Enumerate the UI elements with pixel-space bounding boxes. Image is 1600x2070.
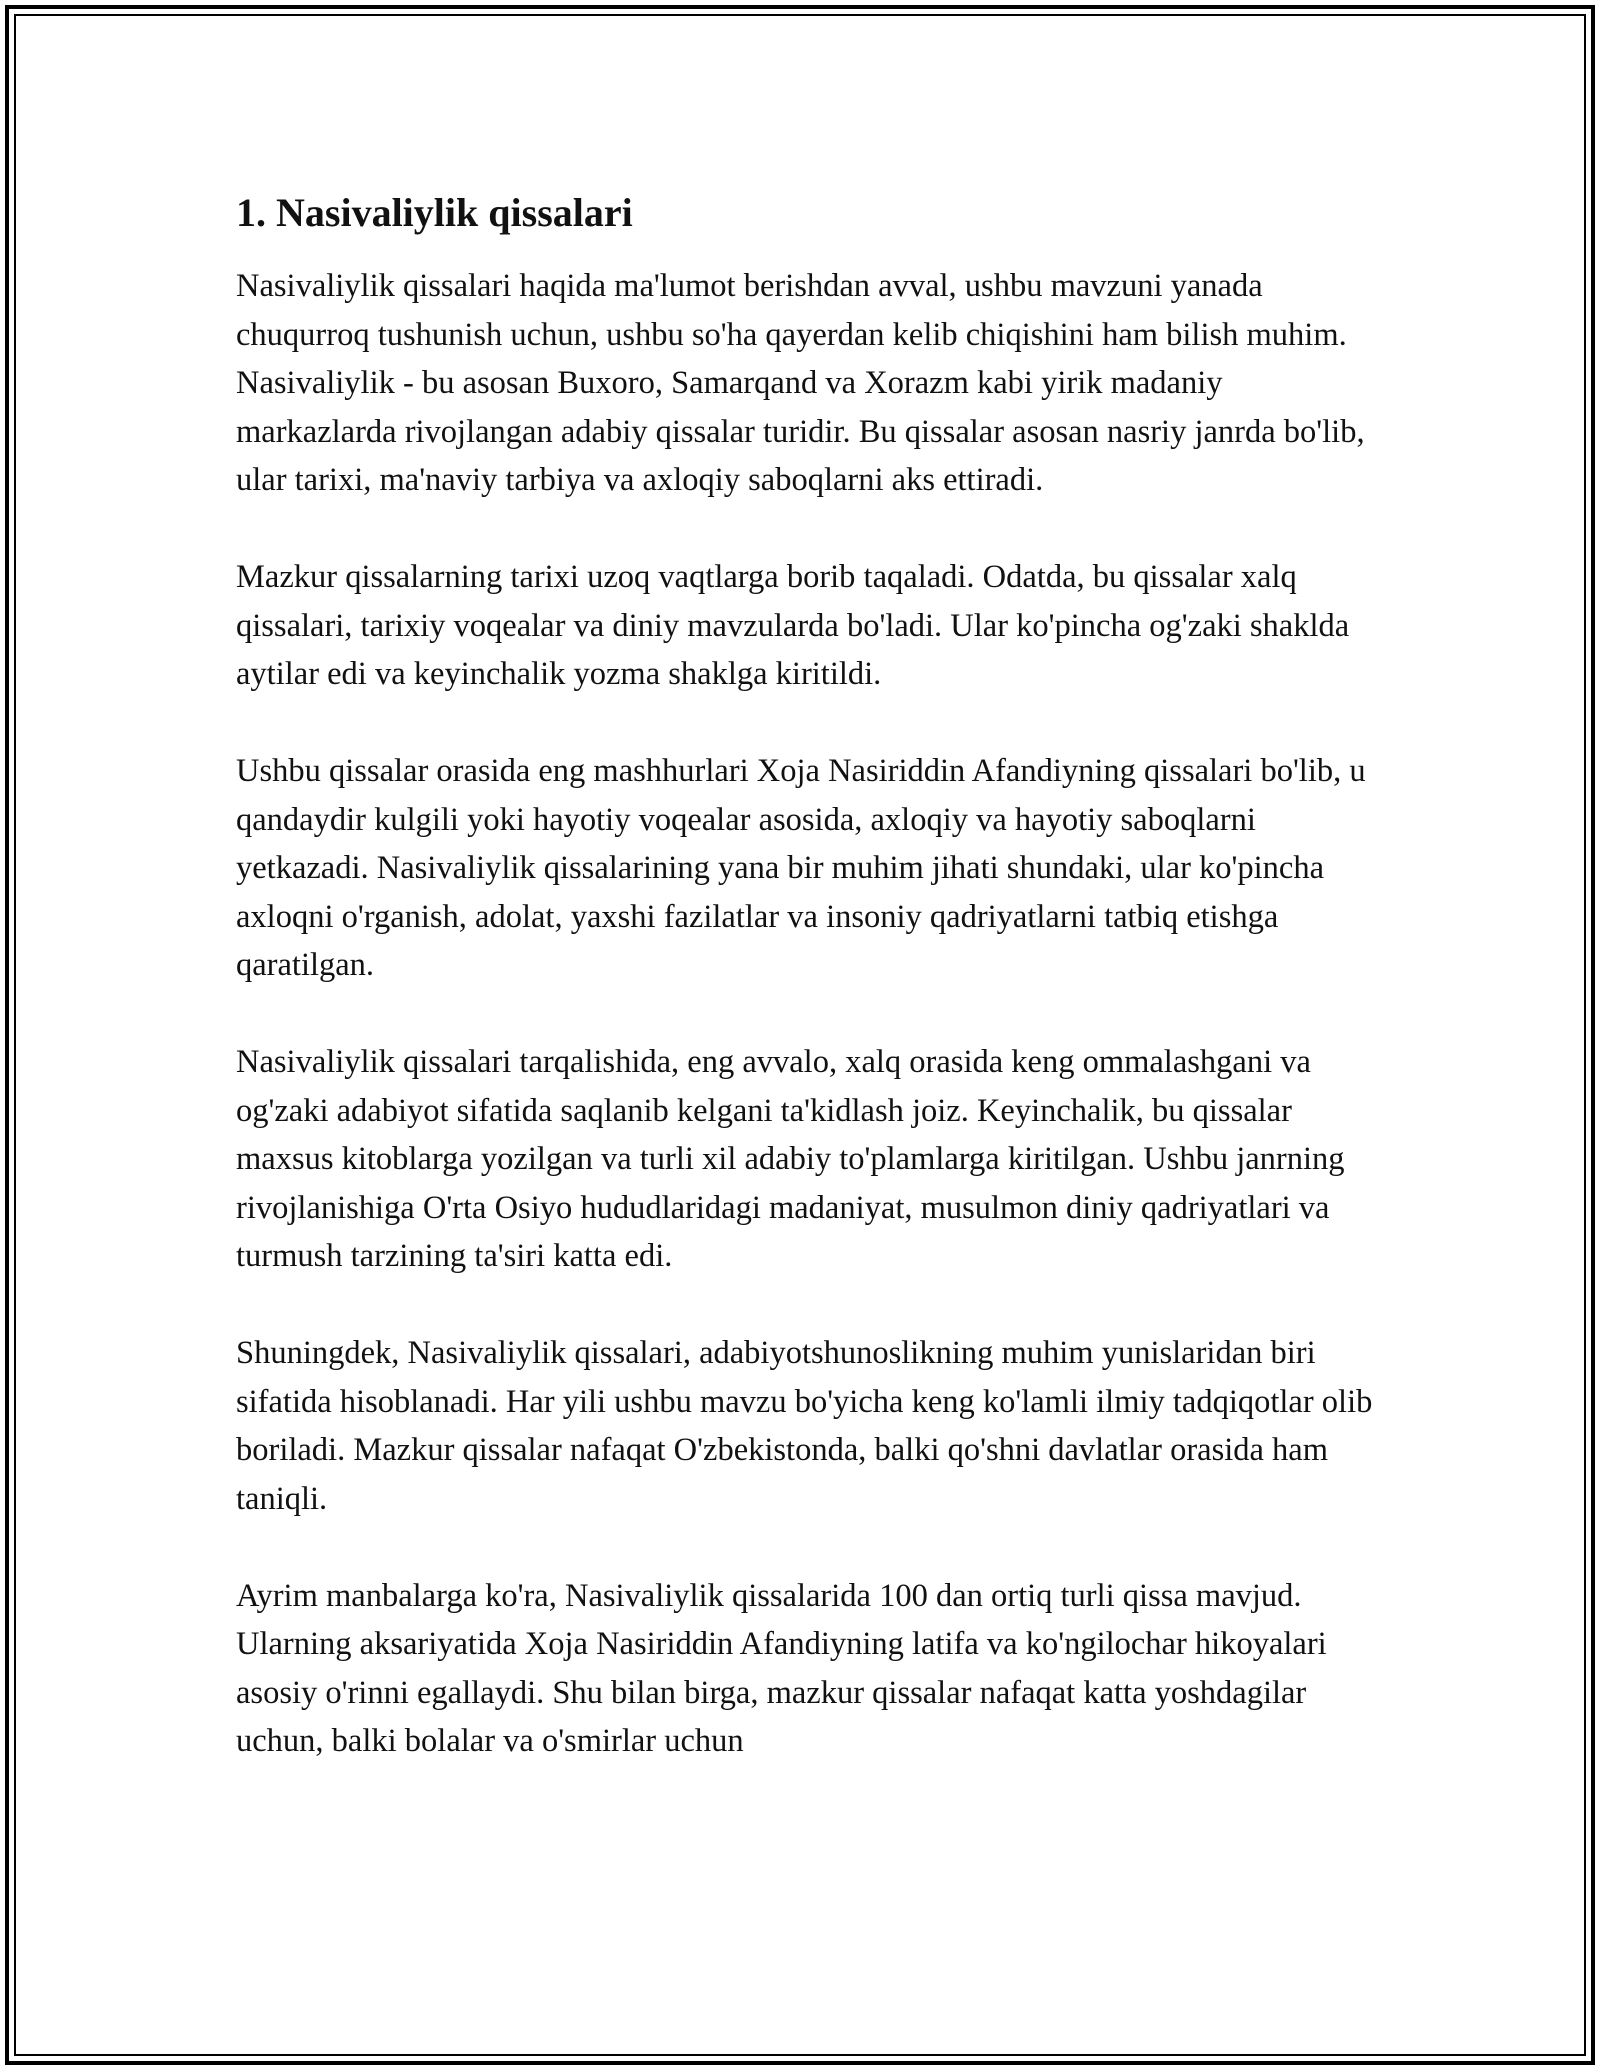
paragraph-4: Nasivaliylik qissalari tarqalishida, eng avvalo, xalq orasida keng ommalashgani va og'zaki adabiyot sifatida saqlanib kelgani ta'kidlash joiz. Keyinchalik, bu qissalar maxsus kitoblarga yozilgan va turli xil adabiy to'plamlarga kiritilgan. Ushbu janrning rivojlanishiga O'rta Osiyo hududlaridagi madaniyat, musulmon diniy qadriyatlari va turmush tarzining ta'siri katta edi.: [236, 1044, 1345, 1274]
paragraph-6: Ayrim manbalarga ko'ra, Nasivaliylik qissalarida 100 dan ortiq turli qissa mavjud. Ularning aksariyatida Xoja Nasiriddin Afandiyning latifa va ko'ngilochar hikoyalari asosiy o'rinni egallaydi. Shu bilan birga, mazkur qissalar nafaqat katta yoshdagilar uchun, balki bolalar va o'smirlar uchun: [236, 1577, 1327, 1759]
section-heading: 1. Nasivaliylik qissalari: [236, 190, 633, 235]
paragraph-3: Ushbu qissalar orasida eng mashhurlari Xoja Nasiriddin Afandiyning qissalari bo'lib, u qandaydir kulgili yoki hayotiy voqealar asosida, axloqiy va hayotiy saboqlarni yetkazadi. Nasivaliylik qissalarining yana bir muhim jihati shundaki, ular ko'pincha axloqni o'rganish, adolat, yaxshi fazilatlar va insoniy qadriyatlarni tatbiq etishga qaratilgan.: [236, 753, 1366, 983]
paragraph-1: Nasivaliylik qissalari haqida ma'lumot berishdan avval, ushbu mavzuni yanada chuqurroq tushunish uchun, ushbu so'ha qayerdan kelib chiqishini ham bilish muhim. Nasivaliylik - bu asosan Buxoro, Samarqand va Xorazm kabi yirik madaniy markazlarda rivojlangan adabiy qissalar turidir. Bu qissalar asosan nasriy janrda bo'lib, ular tarixi, ma'naviy tarbiya va axloqiy saboqlarni aks ettiradi.: [236, 268, 1365, 498]
paragraph-5: Shuningdek, Nasivaliylik qissalari, adabiyotshunoslikning muhim yunislaridan biri sifatida hisoblanadi. Har yili ushbu mavzu bo'yicha keng ko'lamli ilmiy tadqiqotlar olib boriladi. Mazkur qissalar nafaqat O'zbekistonda, balki qo'shni davlatlar orasida ham taniqli.: [236, 1335, 1373, 1517]
paragraph-2: Mazkur qissalarning tarixi uzoq vaqtlarga borib taqaladi. Odatda, bu qissalar xalq qissalari, tarixiy voqealar va diniy mavzularda bo'ladi. Ular ko'pincha og'zaki shaklda aytilar edi va keyinchalik yozma shaklga kiritildi.: [236, 559, 1350, 692]
document-body: [236, 186, 1376, 1814]
